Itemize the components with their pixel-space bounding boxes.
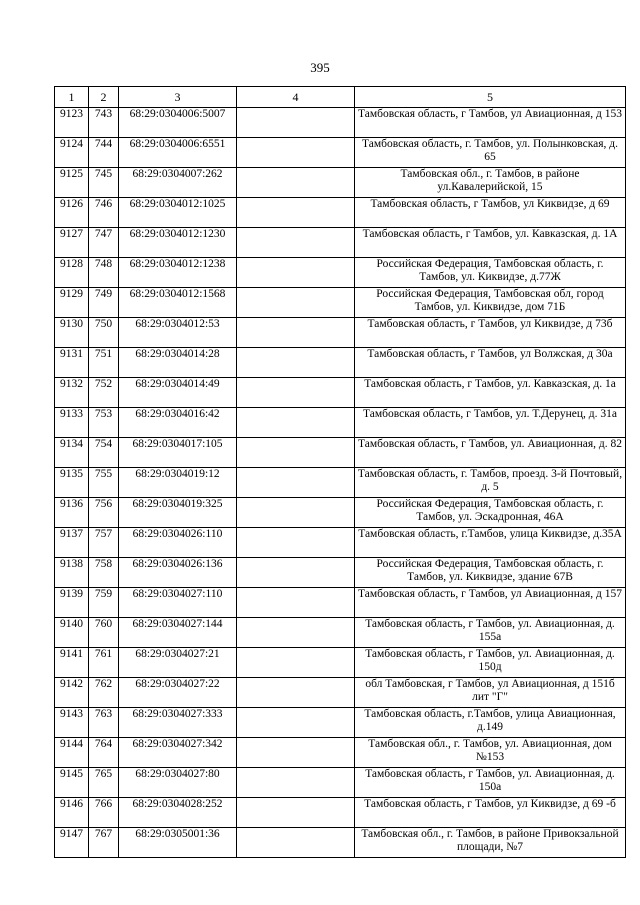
address-cell: Тамбовская область, г Тамбов, ул. Авиационная, д. 82 [355,438,626,468]
row-number-cell: 9133 [55,408,89,438]
row-index-cell: 745 [89,168,119,198]
empty-column-cell [237,618,355,648]
registry-table [54,86,626,858]
cadastral-number-cell: 68:29:0304014:49 [119,378,237,408]
header-col-5: 5 [355,87,626,108]
row-number-cell: 9138 [55,558,89,588]
empty-column-cell [237,468,355,498]
cadastral-number-cell: 68:29:0304012:1025 [119,198,237,228]
cadastral-number-cell: 68:29:0304007:262 [119,168,237,198]
row-index-cell: 755 [89,468,119,498]
table-header [55,87,626,108]
empty-column-cell [237,588,355,618]
table-row [55,738,626,768]
empty-column-cell [237,258,355,288]
empty-column-cell [237,558,355,588]
cadastral-number-cell: 68:29:0304019:325 [119,498,237,528]
address-cell: Тамбовская область, г Тамбов, ул. Авиационная, д. 150д [355,648,626,678]
table-row [55,288,626,318]
empty-column-cell [237,138,355,168]
address-cell: Тамбовская область, г Тамбов, ул Киквидзе, д 69 -б [355,798,626,828]
address-cell: Тамбовская область, г Тамбов, ул Киквидзе, д 69 [355,198,626,228]
row-index-cell: 758 [89,558,119,588]
row-number-cell: 9132 [55,378,89,408]
cadastral-number-cell: 68:29:0304027:80 [119,768,237,798]
empty-column-cell [237,378,355,408]
row-index-cell: 751 [89,348,119,378]
row-number-cell: 9124 [55,138,89,168]
table-row [55,198,626,228]
address-cell: Тамбовская область, г Тамбов, ул. Т.Дерунец, д. 31а [355,408,626,438]
row-index-cell: 762 [89,678,119,708]
table-row [55,258,626,288]
row-index-cell: 761 [89,648,119,678]
table-row [55,768,626,798]
row-number-cell: 9131 [55,348,89,378]
empty-column-cell [237,738,355,768]
row-index-cell: 763 [89,708,119,738]
cadastral-number-cell: 68:29:0304019:12 [119,468,237,498]
empty-column-cell [237,348,355,378]
empty-column-cell [237,408,355,438]
row-number-cell: 9134 [55,438,89,468]
row-index-cell: 753 [89,408,119,438]
cadastral-number-cell: 68:29:0304012:1568 [119,288,237,318]
row-index-cell: 754 [89,438,119,468]
page-number: 395 [310,60,330,75]
cadastral-number-cell: 68:29:0304026:110 [119,528,237,558]
row-index-cell: 744 [89,138,119,168]
row-index-cell: 749 [89,288,119,318]
table-row [55,828,626,858]
cadastral-number-cell: 68:29:0304012:1230 [119,228,237,258]
address-cell: Тамбовская обл., г. Тамбов, ул. Авиационная, дом №153 [355,738,626,768]
address-cell: Тамбовская область, г.Тамбов, улица Киквидзе, д.35А [355,528,626,558]
cadastral-number-cell: 68:29:0304006:5007 [119,108,237,138]
table-row [55,558,626,588]
cadastral-number-cell: 68:29:0304027:22 [119,678,237,708]
row-index-cell: 767 [89,828,119,858]
cadastral-number-cell: 68:29:0305001:36 [119,828,237,858]
empty-column-cell [237,768,355,798]
row-index-cell: 752 [89,378,119,408]
cadastral-number-cell: 68:29:0304026:136 [119,558,237,588]
cadastral-number-cell: 68:29:0304027:110 [119,588,237,618]
row-number-cell: 9139 [55,588,89,618]
row-index-cell: 746 [89,198,119,228]
cadastral-number-cell: 68:29:0304027:21 [119,648,237,678]
table-row [55,168,626,198]
address-cell: Тамбовская область, г Тамбов, ул Авиационная, д 153 [355,108,626,138]
empty-column-cell [237,108,355,138]
row-number-cell: 9144 [55,738,89,768]
cadastral-number-cell: 68:29:0304027:342 [119,738,237,768]
table-body [55,108,626,858]
address-cell: Тамбовская область, г.Тамбов, улица Авиационная, д.149 [355,708,626,738]
empty-column-cell [237,498,355,528]
row-index-cell: 759 [89,588,119,618]
table-row [55,648,626,678]
cadastral-number-cell: 68:29:0304017:105 [119,438,237,468]
empty-column-cell [237,438,355,468]
address-cell: Российская Федерация, Тамбовская область, г. Тамбов, ул. Эскадронная, 46А [355,498,626,528]
address-cell: Тамбовская область, г Тамбов, ул Авиационная, д 157 [355,588,626,618]
row-number-cell: 9123 [55,108,89,138]
header-row [55,87,626,108]
table-row [55,588,626,618]
row-number-cell: 9129 [55,288,89,318]
address-cell: Тамбовская область, г Тамбов, ул. Авиационная, д. 155а [355,618,626,648]
address-cell: Тамбовская область, г. Тамбов, проезд. 3-й Почтовый, д. 5 [355,468,626,498]
row-number-cell: 9143 [55,708,89,738]
row-number-cell: 9146 [55,798,89,828]
empty-column-cell [237,228,355,258]
row-number-cell: 9142 [55,678,89,708]
empty-column-cell [237,678,355,708]
table-row [55,798,626,828]
row-number-cell: 9141 [55,648,89,678]
address-cell: Российская Федерация, Тамбовская обл, город Тамбов, ул. Киквидзе, дом 71Б [355,288,626,318]
table-row [55,348,626,378]
cadastral-number-cell: 68:29:0304016:42 [119,408,237,438]
row-index-cell: 750 [89,318,119,348]
cadastral-number-cell: 68:29:0304027:144 [119,618,237,648]
table-row [55,438,626,468]
address-cell: Тамбовская область, г Тамбов, ул. Кавказская, д. 1А [355,228,626,258]
table-row [55,228,626,258]
cadastral-number-cell: 68:29:0304014:28 [119,348,237,378]
row-number-cell: 9125 [55,168,89,198]
header-col-4: 4 [237,87,355,108]
table-row [55,108,626,138]
row-number-cell: 9135 [55,468,89,498]
row-number-cell: 9127 [55,228,89,258]
row-index-cell: 747 [89,228,119,258]
row-number-cell: 9126 [55,198,89,228]
address-cell: Тамбовская область, г Тамбов, ул Волжская, д 30а [355,348,626,378]
empty-column-cell [237,198,355,228]
address-cell: Российская Федерация, Тамбовская область, г. Тамбов, ул. Киквидзе, д.77Ж [355,258,626,288]
table-row [55,138,626,168]
cadastral-number-cell: 68:29:0304012:53 [119,318,237,348]
table-row [55,498,626,528]
address-cell: Тамбовская область, г Тамбов, ул. Кавказская, д. 1а [355,378,626,408]
empty-column-cell [237,168,355,198]
empty-column-cell [237,828,355,858]
cadastral-number-cell: 68:29:0304027:333 [119,708,237,738]
table-row [55,618,626,648]
cadastral-number-cell: 68:29:0304012:1238 [119,258,237,288]
row-number-cell: 9145 [55,768,89,798]
row-number-cell: 9128 [55,258,89,288]
empty-column-cell [237,288,355,318]
row-index-cell: 743 [89,108,119,138]
empty-column-cell [237,528,355,558]
address-cell: Российская Федерация, Тамбовская область, г. Тамбов, ул. Киквидзе, здание 67В [355,558,626,588]
row-number-cell: 9136 [55,498,89,528]
cadastral-number-cell: 68:29:0304028:252 [119,798,237,828]
row-number-cell: 9140 [55,618,89,648]
header-col-2: 2 [89,87,119,108]
address-cell: Тамбовская область, г. Тамбов, ул. Полынковская, д. 65 [355,138,626,168]
table-row [55,408,626,438]
table-row [55,708,626,738]
header-col-3: 3 [119,87,237,108]
table-row [55,468,626,498]
row-index-cell: 756 [89,498,119,528]
table-row [55,378,626,408]
row-index-cell: 757 [89,528,119,558]
empty-column-cell [237,708,355,738]
table-row [55,528,626,558]
table-row [55,678,626,708]
table-row [55,318,626,348]
address-cell: Тамбовская обл., г. Тамбов, в районе ул.Кавалерийской, 15 [355,168,626,198]
row-index-cell: 764 [89,738,119,768]
row-index-cell: 760 [89,618,119,648]
cadastral-number-cell: 68:29:0304006:6551 [119,138,237,168]
header-col-1: 1 [55,87,89,108]
empty-column-cell [237,648,355,678]
address-cell: Тамбовская область, г Тамбов, ул Киквидзе, д 73б [355,318,626,348]
row-number-cell: 9147 [55,828,89,858]
address-cell: обл Тамбовская, г Тамбов, ул Авиационная, д 151б лит "Г" [355,678,626,708]
row-number-cell: 9130 [55,318,89,348]
address-cell: Тамбовская обл., г. Тамбов, в районе Привокзальной площади, №7 [355,828,626,858]
row-index-cell: 748 [89,258,119,288]
row-index-cell: 766 [89,798,119,828]
address-cell: Тамбовская область, г Тамбов, ул. Авиационная, д. 150а [355,768,626,798]
row-index-cell: 765 [89,768,119,798]
row-number-cell: 9137 [55,528,89,558]
empty-column-cell [237,798,355,828]
empty-column-cell [237,318,355,348]
